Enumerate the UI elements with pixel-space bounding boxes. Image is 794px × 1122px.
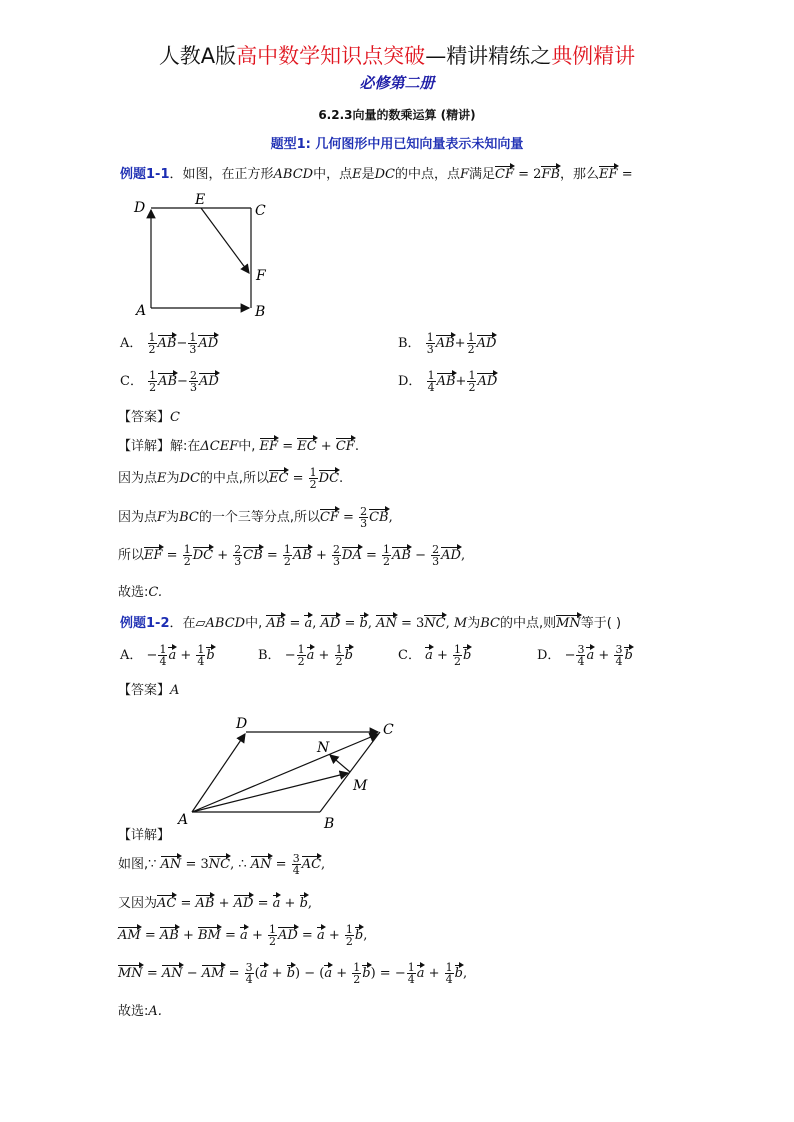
detail-text: 的中点,所以 xyxy=(199,471,270,486)
operator: + xyxy=(180,648,192,663)
label-a: A xyxy=(136,303,147,319)
label-d: D xyxy=(134,200,146,216)
example2-option-c[interactable]: C． a + $\frac{1}{2}$ b xyxy=(398,643,472,668)
operator: + xyxy=(455,374,467,389)
fraction: $\frac{1}{4}$ xyxy=(427,369,435,394)
detail-text: 的一个三等分点,所以 xyxy=(198,510,320,525)
example2-detail-line1: 如图,∵ AN = 3NC, ∴ AN = $\frac{3}{4}$ AC, xyxy=(118,852,326,877)
detail-text: 如图, xyxy=(118,857,149,872)
example1-text: 满足 xyxy=(469,167,496,182)
fraction: $\frac{1}{2}$ xyxy=(467,331,475,356)
vector-cf: CF xyxy=(495,167,515,182)
example2-option-b[interactable]: B． − $\frac{1}{2}$ a + $\frac{1}{2}$ b xyxy=(258,643,353,668)
label-c: C xyxy=(383,722,394,738)
square-name: ABCD xyxy=(273,167,314,182)
label-n: N xyxy=(317,740,330,756)
option-key: B． xyxy=(398,336,421,351)
vector-fb: FB xyxy=(541,167,561,182)
vector-ab: AB xyxy=(158,374,178,389)
option-d[interactable] xyxy=(398,370,497,393)
example1-detail-line1: 【详解】解:在ΔCEF中, EF = EC + CF. xyxy=(118,439,359,454)
detail-text: 所以 xyxy=(118,548,145,563)
operator: + xyxy=(318,648,330,663)
example1-text: 是 xyxy=(361,167,375,182)
parallelogram-figure xyxy=(170,712,410,836)
sign: − xyxy=(284,648,296,663)
example2-text: ．在 xyxy=(169,616,196,631)
detail-text: 中, xyxy=(238,439,256,454)
detail-label: 【详解】 xyxy=(118,828,171,843)
vector-ab: AB xyxy=(436,374,456,389)
header-type: 典例精讲 xyxy=(551,44,636,68)
example2-conclusion xyxy=(118,1000,162,1019)
conclusion-label: 故选: xyxy=(118,585,149,600)
example1-text: ．如图，在正方形 xyxy=(169,167,274,182)
detail-text: 解:在 xyxy=(170,439,201,454)
point-e: E xyxy=(157,471,167,486)
label-a: A xyxy=(178,812,189,828)
fraction: $\frac{2}{3}$ xyxy=(189,369,197,394)
answer-label: 【答案】 xyxy=(118,410,171,425)
detail-text: 因为点 xyxy=(118,510,158,525)
example1-answer xyxy=(118,406,180,425)
option-a[interactable] xyxy=(120,332,218,355)
detail-label: 【详解】 xyxy=(118,439,171,454)
label-f: F xyxy=(256,268,266,284)
operator: − xyxy=(177,374,188,389)
example2-answer xyxy=(118,679,179,698)
option-key: C． xyxy=(398,648,421,663)
example1-conclusion xyxy=(118,581,162,600)
example1-label: 例题1-1 xyxy=(120,167,170,182)
segment-dc: DC xyxy=(179,471,200,486)
detail-text: 为 xyxy=(166,510,180,525)
vector-ad: AD xyxy=(476,336,497,351)
fraction: $\frac{1}{3}$ xyxy=(189,331,197,356)
example1-detail-line2: 因为点E为DC的中点,所以EC = $\frac{1}{2}$ DC. xyxy=(118,466,344,491)
label-d: D xyxy=(236,716,248,732)
example1-text: ，那么 xyxy=(560,167,600,182)
example1-statement xyxy=(120,163,633,182)
equals-sign: = 2 xyxy=(514,167,542,182)
option-key: D． xyxy=(398,374,422,389)
parallelogram-name: ▱ABCD xyxy=(195,616,246,631)
point-f: F xyxy=(460,167,470,182)
option-c[interactable] xyxy=(120,370,219,393)
vector-ef: EF xyxy=(599,167,618,182)
header-publisher: 人教A版 xyxy=(158,44,237,68)
operator: + xyxy=(454,336,466,351)
operator: + xyxy=(437,648,448,663)
option-key: A． xyxy=(120,648,143,663)
vector-ad: AD xyxy=(477,374,498,389)
vector-ef-arrow xyxy=(201,208,249,273)
vector-ad: AD xyxy=(198,374,219,389)
example2-option-d[interactable]: D． − $\frac{3}{4}$ a + $\frac{3}{4}$ b xyxy=(537,643,633,668)
vector-ad: AD xyxy=(198,336,219,351)
conclusion-value: A. xyxy=(148,1004,162,1019)
example2-statement: 例题1-2．在▱ABCD中, AB = a, AD = b, AN = 3NC, M为BC的中点,则MN等于( ) xyxy=(120,616,622,631)
header-series: 高中数学知识点突破 xyxy=(236,44,426,68)
document-subtitle: 必修第二册 xyxy=(359,74,435,92)
option-key: D． xyxy=(537,648,561,663)
section-title: 6.2.3向量的数乘运算 (精讲) xyxy=(318,108,476,122)
sign: − xyxy=(146,648,158,663)
fraction: $\frac{1}{3}$ xyxy=(426,331,434,356)
conclusion-label: 故选: xyxy=(118,1004,149,1019)
label-m: M xyxy=(353,778,368,794)
topic-title: 题型1: 几何图形中用已知向量表示未知向量 xyxy=(270,137,524,152)
example2-text: 等于( ) xyxy=(580,616,622,631)
header-connector: —精讲精练之 xyxy=(425,44,552,68)
square-figure xyxy=(120,190,280,325)
vector-ac-arrow xyxy=(192,734,378,812)
vector-mn-arrow xyxy=(330,755,350,772)
sign: − xyxy=(564,648,576,663)
example2-detail-line4: MN = AN − AM = $\frac{3}{4}$ (a + b) − (a + $\frac{1}{2}$ b) = − $\frac{1}{4}$ a + $\frac{1}{4}$ b, xyxy=(118,961,468,986)
example2-detail-line2: 又因为AC = AB + AD = a + b, xyxy=(118,896,313,911)
example2-detail-label xyxy=(118,824,170,843)
document-header xyxy=(0,40,794,70)
example1-text: 的中点，点 xyxy=(394,167,460,182)
triangle-cef: ΔCEF xyxy=(200,439,239,454)
detail-text: 为 xyxy=(166,471,180,486)
example2-text: 中, xyxy=(245,616,263,631)
example2-text: 为 xyxy=(467,616,481,631)
example1-detail-line3: 因为点F为BC的一个三等分点,所以CF = $\frac{2}{3}$ CB, xyxy=(118,505,393,530)
answer-value: C xyxy=(170,410,180,425)
fraction: $\frac{1}{2}$ xyxy=(148,331,156,356)
detail-text: 因为点 xyxy=(118,471,158,486)
example1-text: 中，点 xyxy=(313,167,353,182)
conclusion-value: C. xyxy=(148,585,163,600)
label-b: B xyxy=(324,816,335,832)
detail-text: 又因为 xyxy=(118,896,158,911)
answer-label: 【答案】 xyxy=(118,683,171,698)
option-key: B． xyxy=(258,648,281,663)
example2-option-a[interactable]: A． − $\frac{1}{4}$ a + $\frac{1}{4}$ b xyxy=(120,643,215,668)
example1-detail-line4: 所以EF = $\frac{1}{2}$ DC + $\frac{2}{3}$ CB = $\frac{1}{2}$ AB + $\frac{2}{3}$ DA = $\frac{1}{2}$ AB − $\frac{2}{3}$ AD, xyxy=(118,543,466,568)
option-key: C． xyxy=(120,374,143,389)
vector-ab: AB xyxy=(435,336,455,351)
example2-label: 例题1-2 xyxy=(120,616,170,631)
equals-sign: = xyxy=(617,167,633,182)
option-b[interactable] xyxy=(398,332,496,355)
label-b: B xyxy=(255,304,266,320)
fraction: $\frac{1}{2}$ xyxy=(149,369,157,394)
label-c: C xyxy=(255,203,266,219)
option-key: A． xyxy=(120,336,143,351)
answer-value: A xyxy=(170,683,180,698)
operator: + xyxy=(598,648,610,663)
point-e: E xyxy=(352,167,362,182)
fraction: $\frac{1}{2}$ xyxy=(468,369,476,394)
segment-dc: DC xyxy=(374,167,395,182)
vector-ab: AB xyxy=(157,336,177,351)
label-e: E xyxy=(195,192,206,208)
operator: − xyxy=(176,336,188,351)
example2-detail-line3: AM = AB + BM = a + $\frac{1}{2}$ AD = a + $\frac{1}{2}$ b, xyxy=(118,923,368,948)
example2-text: 的中点,则 xyxy=(499,616,557,631)
point-f: F xyxy=(157,510,167,525)
